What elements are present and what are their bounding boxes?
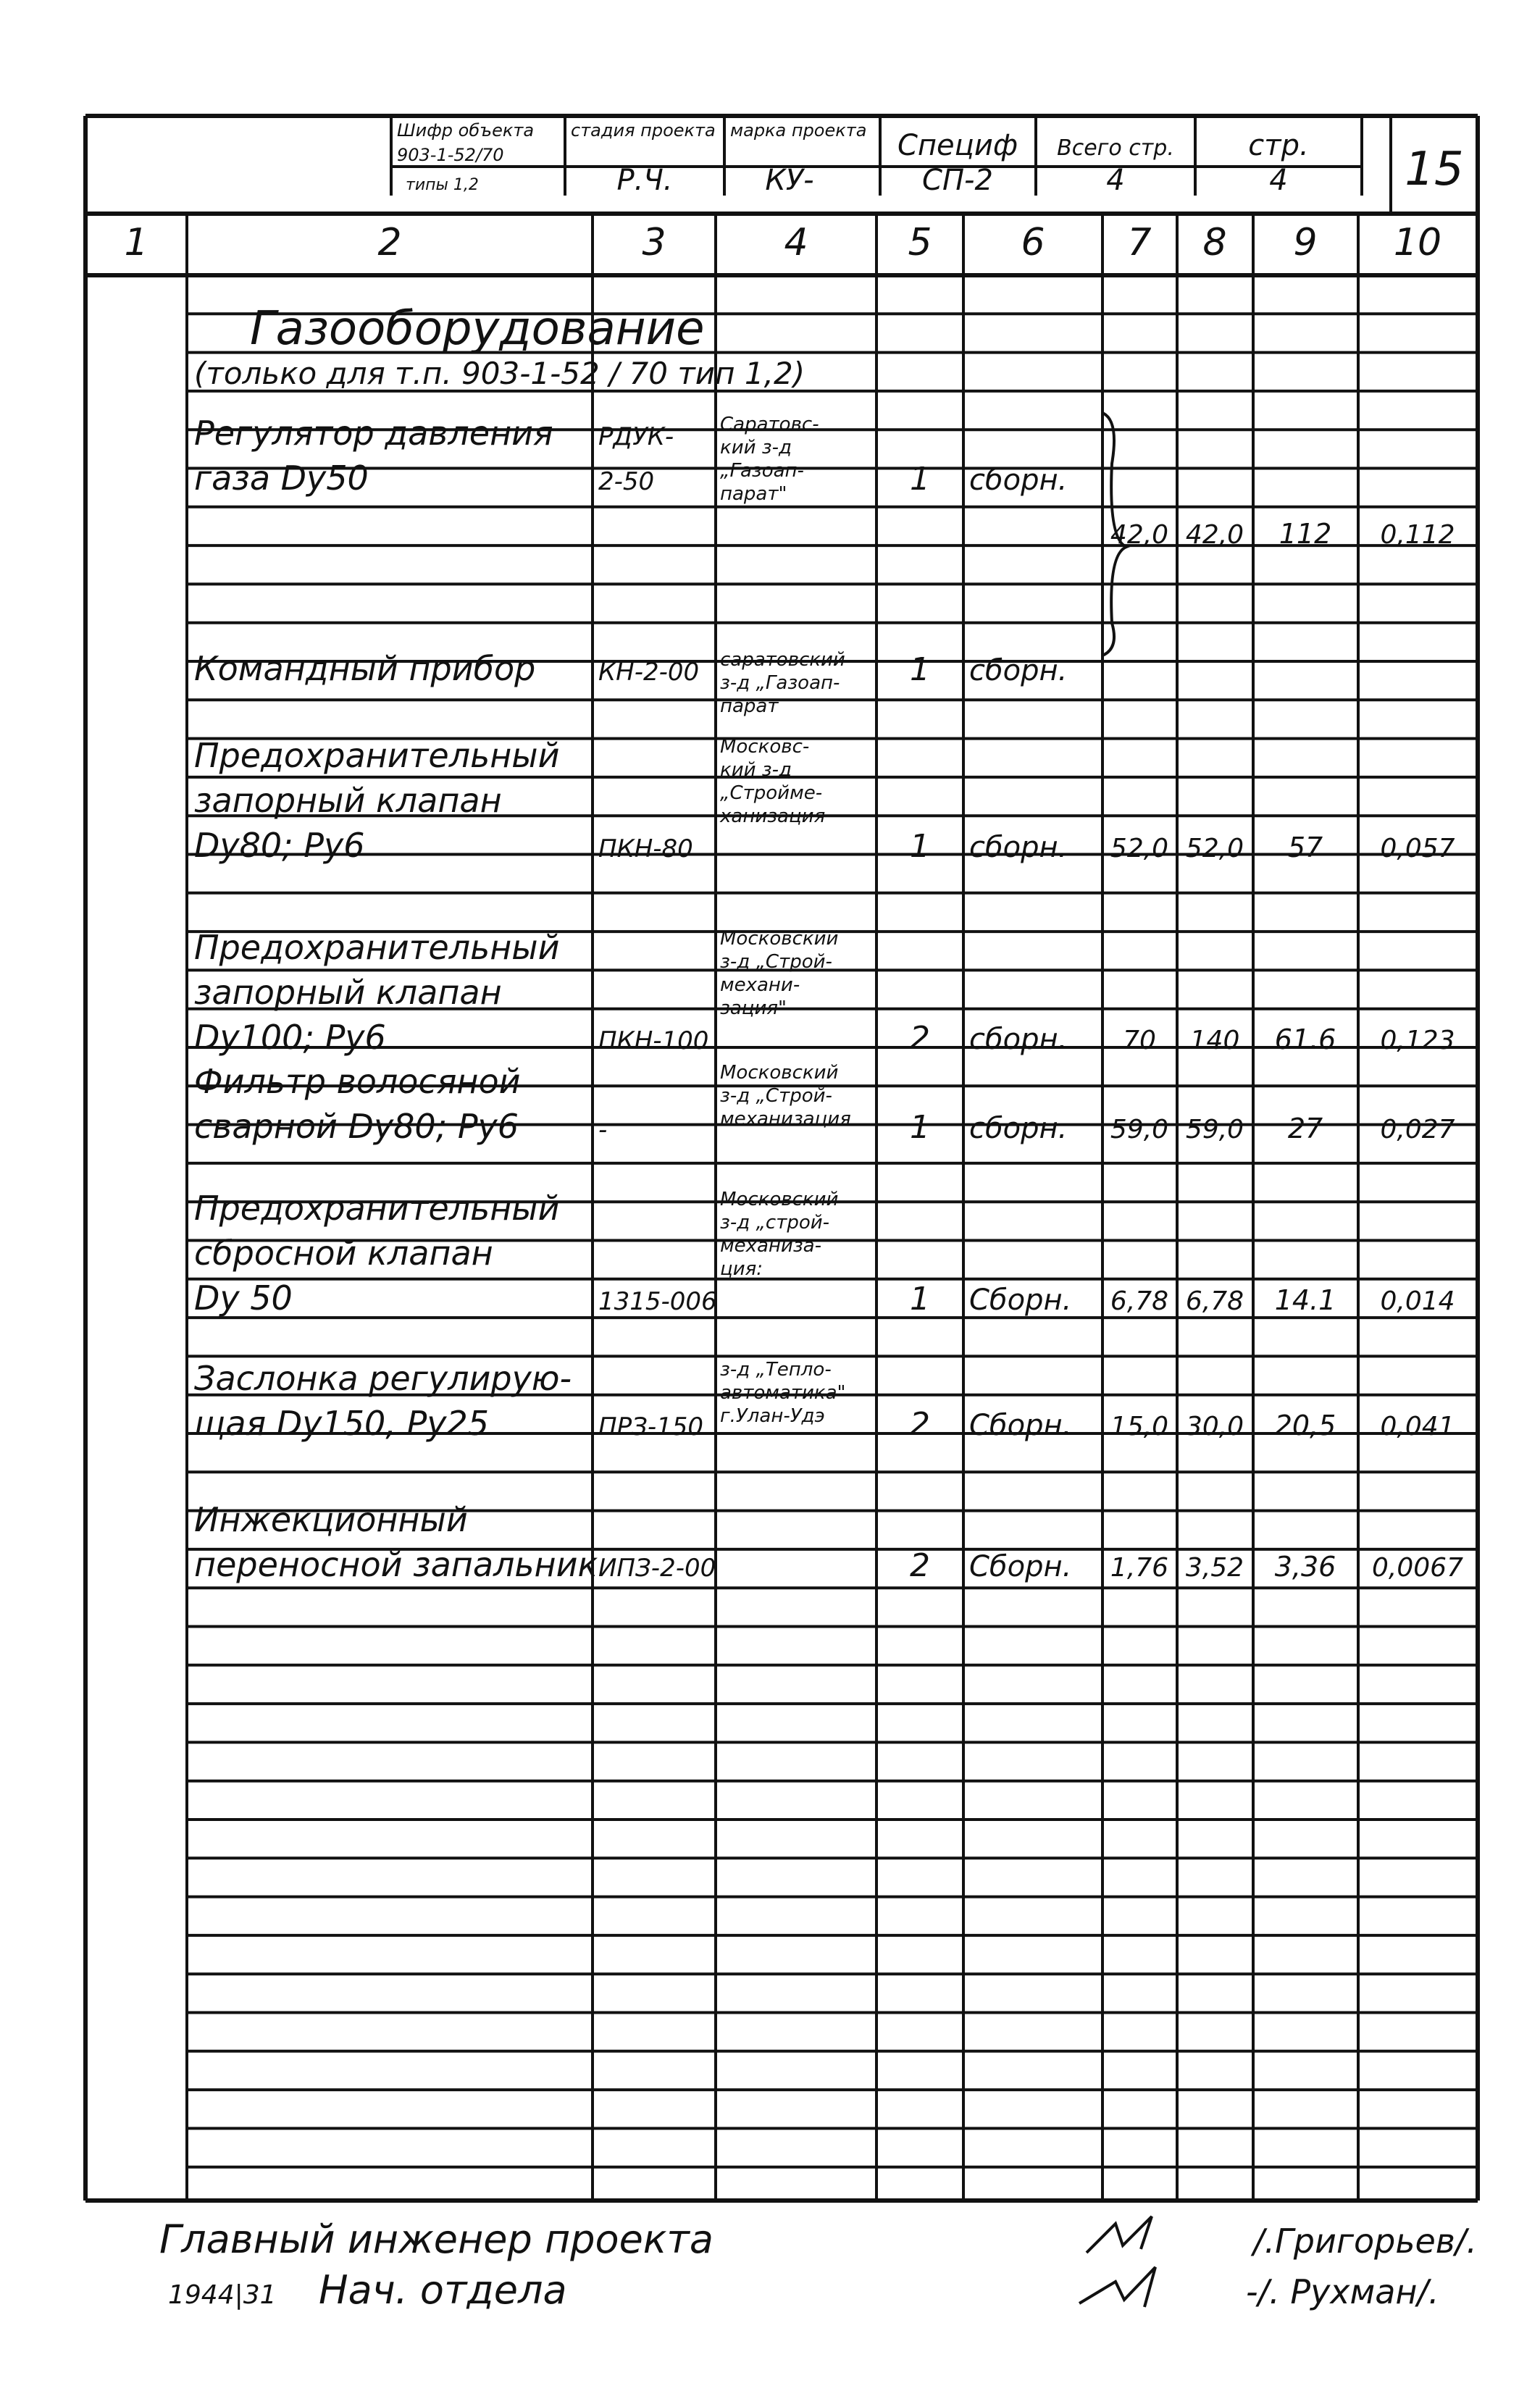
item-qty: 1	[910, 1109, 930, 1146]
item-maker: ханизация	[720, 805, 826, 827]
item-maker: механизация	[720, 1108, 851, 1130]
item-name: переносной запальник	[194, 1545, 598, 1584]
stamp-spec-label: Специф	[897, 129, 1018, 162]
item-assembly-type: сборн.	[969, 1023, 1068, 1056]
spec-row	[194, 736, 1455, 865]
item-col-9: 3,36	[1274, 1551, 1336, 1583]
item-col-7: 42,0	[1110, 520, 1169, 550]
item-col-7: 70	[1123, 1026, 1156, 1055]
col-num-2: 2	[377, 221, 402, 264]
item-name: Инжекционный	[194, 1500, 468, 1539]
item-maker: автоматика"	[720, 1382, 846, 1404]
stamp-object-code: 903-1-52/70	[397, 145, 504, 165]
item-maker: „Газоап-	[720, 460, 804, 482]
item-assembly-type: сборн.	[969, 1112, 1068, 1145]
item-name: Командный прибор	[194, 649, 536, 688]
item-mark: КН-2-00	[598, 658, 700, 687]
item-name: щая Dу150, Pу25	[194, 1404, 489, 1443]
stamp-spec: СП-2	[922, 164, 993, 197]
item-col-9: 61.6	[1274, 1023, 1336, 1055]
item-maker: з-д „Тепло-	[720, 1359, 832, 1381]
col-num-8: 8	[1202, 221, 1227, 264]
item-maker: Московский	[720, 1189, 839, 1210]
column-numbers	[124, 221, 1441, 264]
item-name: Регулятор давления	[194, 414, 553, 453]
item-col-7: 6,78	[1110, 1286, 1169, 1316]
item-col-10: 0,041	[1380, 1412, 1455, 1441]
col-num-10: 10	[1393, 221, 1442, 264]
item-maker: Московс-	[720, 736, 810, 758]
item-col-10: 0,057	[1380, 834, 1455, 863]
footer	[159, 2216, 1477, 2313]
item-maker: з-д „Газоап-	[720, 672, 840, 694]
item-assembly-type: сборн.	[969, 654, 1068, 687]
item-qty: 2	[910, 1547, 930, 1584]
col-num-7: 7	[1127, 221, 1152, 264]
item-qty: 2	[910, 1020, 930, 1057]
item-maker: г.Улан-Удэ	[720, 1405, 825, 1427]
stamp-stage-label: стадия проекта	[571, 120, 716, 141]
spec-row	[194, 1189, 1455, 1318]
stamp-mark: КУ-	[765, 164, 814, 197]
stamp-mark-label: марка проекта	[730, 120, 867, 141]
item-mark: 2-50	[598, 467, 655, 496]
item-name: Dу80; Pу6	[194, 826, 365, 865]
item-maker: зация"	[720, 997, 787, 1019]
spec-row	[194, 649, 1067, 717]
item-assembly-type: Сборн.	[969, 1284, 1072, 1317]
item-mark: ИПЗ-2-00	[598, 1554, 716, 1583]
item-maker: з-д „строй-	[720, 1212, 830, 1234]
item-qty: 1	[910, 1281, 930, 1318]
item-maker: з-д „Строй-	[720, 951, 832, 973]
item-name: сварной Dу80; Pу6	[194, 1107, 519, 1146]
item-col-10: 0,027	[1380, 1115, 1455, 1144]
item-col-7: 15,0	[1110, 1412, 1169, 1441]
doc-number: 1944|31	[168, 2280, 277, 2310]
item-mark: -	[598, 1115, 608, 1144]
item-maker: Московский	[720, 1062, 839, 1084]
item-col-8: 3,52	[1185, 1553, 1244, 1583]
item-name: Dу 50	[194, 1278, 293, 1318]
stamp-object-code-label: Шифр объекта	[397, 120, 535, 141]
item-col-9: 14.1	[1274, 1284, 1336, 1316]
chief-engineer-label: Главный инженер проекта	[159, 2216, 713, 2262]
item-name: Заслонка регулирую-	[194, 1359, 572, 1398]
item-assembly-type: Сборн.	[969, 1409, 1072, 1442]
col-num-5: 5	[908, 221, 932, 264]
item-mark: 1315-006	[598, 1287, 717, 1316]
item-mark: РДУК-	[598, 422, 674, 451]
item-mark: ПКН-100	[598, 1026, 709, 1055]
item-col-7: 1,76	[1110, 1553, 1169, 1583]
spec-row	[194, 1062, 1455, 1146]
item-name: Предохранительный	[194, 736, 560, 775]
item-col-8: 140	[1189, 1026, 1240, 1055]
item-maker: Московский	[720, 928, 839, 950]
item-name: запорный клапан	[194, 973, 502, 1012]
stamp-object-types: типы 1,2	[406, 176, 479, 194]
item-name: сбросной клапан	[194, 1234, 493, 1273]
item-assembly-type: сборн.	[969, 831, 1068, 864]
item-name: Предохранительный	[194, 1189, 560, 1228]
col-num-1: 1	[124, 221, 148, 264]
stamp-total-pages: 4	[1106, 164, 1125, 197]
stamp-texts	[397, 120, 1464, 197]
item-col-10: 0,014	[1380, 1286, 1455, 1316]
col-num-6: 6	[1021, 221, 1045, 264]
spec-row	[194, 414, 1455, 550]
stamp-stage: Р.Ч.	[616, 164, 673, 197]
item-maker: механиза-	[720, 1235, 821, 1257]
item-maker: парат"	[720, 483, 787, 505]
item-qty: 1	[910, 651, 930, 688]
item-col-8: 59,0	[1185, 1115, 1244, 1144]
dept-head-name: -/. Рухман/.	[1246, 2272, 1439, 2311]
col-num-3: 3	[642, 221, 666, 264]
item-col-9: 27	[1287, 1113, 1323, 1144]
spec-row	[194, 1359, 1455, 1443]
item-col-8: 6,78	[1185, 1286, 1244, 1316]
item-maker: Саратовс-	[720, 414, 819, 435]
item-name: Dу100; Pу6	[194, 1018, 386, 1057]
item-name: Фильтр волосяной	[194, 1062, 521, 1101]
item-name: запорный клапан	[194, 781, 502, 820]
item-col-7: 52,0	[1110, 834, 1169, 863]
item-col-7: 59,0	[1110, 1115, 1169, 1144]
section-title: Газооборудование	[250, 302, 705, 356]
item-col-10: 0,0067	[1372, 1553, 1463, 1583]
spec-row	[194, 928, 1455, 1057]
item-assembly-type: Сборн.	[969, 1550, 1072, 1583]
item-col-10: 0,123	[1380, 1026, 1455, 1055]
item-col-8: 30,0	[1185, 1412, 1244, 1441]
item-qty: 1	[910, 461, 930, 498]
item-mark: ПКН-80	[598, 834, 693, 863]
dept-head-label: Нач. отдела	[319, 2267, 567, 2313]
item-col-8: 52,0	[1185, 834, 1244, 863]
item-name: Предохранительный	[194, 928, 560, 967]
chief-engineer-name: /.Григорьев/.	[1253, 2222, 1477, 2261]
sheet-number: 15	[1405, 143, 1464, 196]
col-num-4: 4	[784, 221, 808, 264]
spec-rows	[194, 413, 1463, 1584]
item-maker: механи-	[720, 974, 800, 996]
signature-dept	[1079, 2267, 1155, 2307]
item-maker: з-д „Строй-	[720, 1085, 832, 1107]
item-maker: ция:	[720, 1258, 763, 1280]
item-col-9: 112	[1279, 518, 1332, 550]
item-mark: ПРЗ-150	[598, 1412, 704, 1441]
item-maker: саратовский	[720, 649, 845, 671]
item-maker: кий з-д	[720, 437, 792, 459]
spec-row	[194, 1500, 1463, 1584]
item-qty: 1	[910, 828, 930, 865]
item-col-9: 20,5	[1274, 1410, 1336, 1441]
item-maker: „Стройме-	[720, 782, 823, 804]
item-col-10: 0,112	[1380, 520, 1455, 550]
stamp-page-label: стр.	[1248, 129, 1309, 162]
section-note: (только для т.п. 903-1-52 / 70 тип 1,2)	[194, 356, 805, 391]
col-num-9: 9	[1293, 221, 1318, 264]
item-maker: парат	[720, 695, 779, 717]
signature-chief	[1087, 2216, 1152, 2253]
item-maker: кий з-д	[720, 759, 792, 781]
stamp-total-pages-label: Всего стр.	[1057, 135, 1174, 161]
item-name: газа Dу50	[194, 459, 369, 498]
item-assembly-type: сборн.	[969, 464, 1068, 497]
item-col-8: 42,0	[1185, 520, 1244, 550]
stamp-page: 4	[1269, 164, 1288, 197]
item-col-9: 57	[1287, 832, 1323, 863]
item-qty: 2	[910, 1406, 930, 1443]
